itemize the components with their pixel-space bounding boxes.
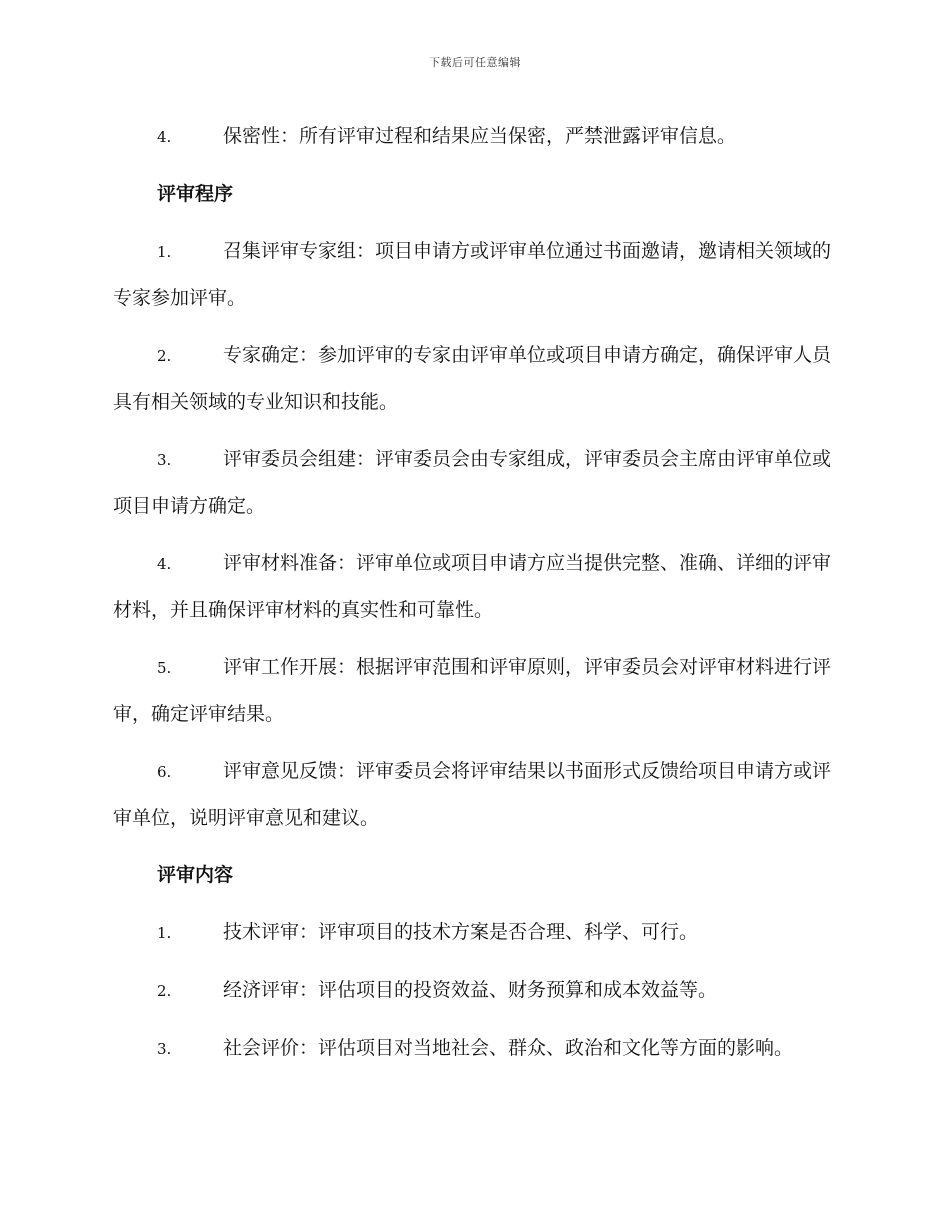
list-item: [113, 644, 835, 737]
item-text: 评审委员会组建：评审委员会由专家组成，评审委员会主席由评审单位或项目申请方确定。: [113, 448, 832, 517]
item-text: 评审意见反馈：评审委员会将评审结果以书面形式反馈给项目申请方或评审单位，说明评审意见和建议。: [113, 760, 832, 829]
section-heading-content: 评审内容: [157, 864, 234, 886]
item-number: 4.: [157, 128, 172, 146]
item-text: 技术评审：评审项目的技术方案是否合理、科学、可行。: [223, 921, 699, 943]
item-text: 召集评审专家组：项目申请方或评审单位通过书面邀请，邀请相关领域的专家参加评审。: [113, 240, 832, 309]
item-number: 6.: [157, 763, 172, 781]
list-item: [113, 228, 835, 321]
item-number: 4.: [157, 555, 172, 573]
list-item: [113, 332, 835, 425]
item-number: 3.: [157, 451, 172, 469]
list-item: [113, 909, 835, 956]
page-header: 下载后可任意编辑: [429, 56, 521, 69]
item-number: 2.: [157, 347, 172, 365]
list-item: [113, 1025, 835, 1072]
list-item: [113, 436, 835, 529]
list-item: [113, 967, 835, 1014]
item-text: 评审材料准备：评审单位或项目申请方应当提供完整、准确、详细的评审材料，并且确保评审材料的真实性和可靠性。: [113, 552, 832, 621]
item-number: 5.: [157, 659, 172, 677]
item-number: 3.: [157, 1040, 172, 1058]
list-item: [113, 748, 835, 841]
document-body: [113, 113, 835, 1083]
list-item: [113, 540, 835, 633]
item-number: 1.: [157, 924, 172, 942]
item-text: 专家确定：参加评审的专家由评审单位或项目申请方确定，确保评审人员具有相关领域的专业知识和技能。: [113, 344, 832, 413]
item-text: 评审工作开展：根据评审范围和评审原则，评审委员会对评审材料进行评审，确定评审结果。: [113, 656, 832, 725]
item-text: 社会评价：评估项目对当地社会、群众、政治和文化等方面的影响。: [223, 1037, 794, 1059]
list-item: [113, 113, 835, 160]
section-heading-procedure: 评审程序: [157, 183, 234, 205]
item-number: 1.: [157, 243, 172, 261]
item-text: 保密性：所有评审过程和结果应当保密，严禁泄露评审信息。: [223, 125, 737, 147]
item-number: 2.: [157, 982, 172, 1000]
item-text: 经济评审：评估项目的投资效益、财务预算和成本效益等。: [223, 979, 718, 1001]
